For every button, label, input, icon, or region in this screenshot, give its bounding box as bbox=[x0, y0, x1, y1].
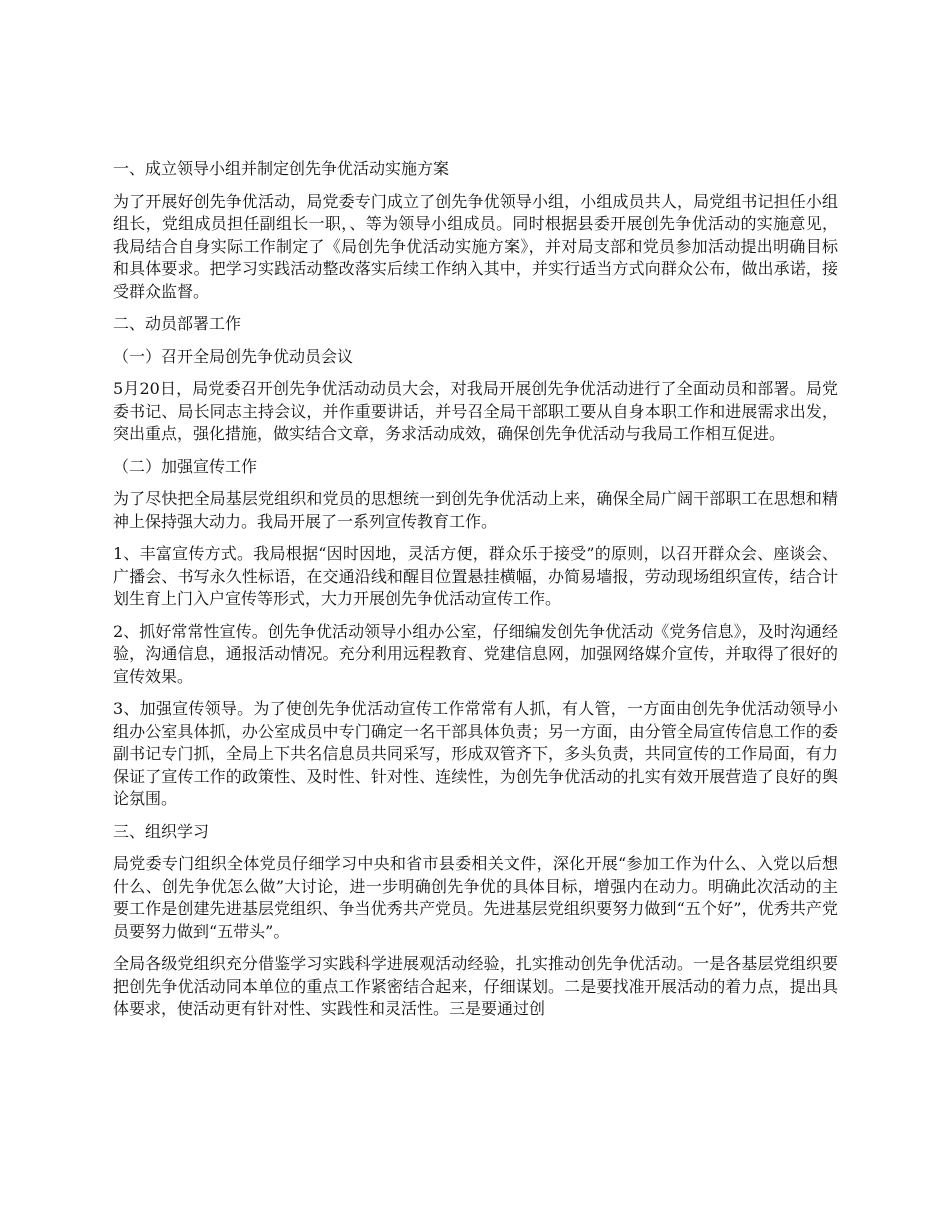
paragraph-6: 3、加强宣传领导。为了使创先争优活动宣传工作常常有人抓，有人管，一方面由创先争优活动领导小组办公室具体抓，办公室成员中专门确定一名干部具体负责；另一方面，由分管全局宣传信息工作的委副书记专门抓，全局上下共名信息员共同采写，形成双管齐下，多头负责，共同宣传的工作局面，有力保证了宣传工作的政策性、及时性、针对性、连续性，为创先争优活动的扎实有效开展营造了良好的舆论氛围。 bbox=[113, 699, 838, 808]
subsection-heading-1: （一）召开全局创先争优动员会议 bbox=[113, 346, 354, 366]
paragraph-4: 1、丰富宣传方式。我局根据“因时因地，灵活方便，群众乐于接受”的原则，以召开群众会、座谈会、广播会、书写永久性标语，在交通沿线和醒目位置悬挂横幅，办简易墙报，劳动现场组织宣传，结合计划生育上门入户宣传等形式，大力开展创先争优活动宣传工作。 bbox=[113, 544, 838, 608]
document-body bbox=[113, 158, 838, 1031]
section-heading-1: 一、成立领导小组并制定创先争优活动实施方案 bbox=[113, 159, 450, 178]
section-heading-3: 三、组织学习 bbox=[113, 821, 210, 841]
paragraph-3: 为了尽快把全局基层党组织和党员的思想统一到创先争优活动上来，确保全局广阔干部职工在思想和精神上保持强大动力。我局开展了一系列宣传教育工作。 bbox=[113, 489, 838, 531]
paragraph-8: 全局各级党组织充分借鉴学习实践科学进展观活动经验，扎实推动创先争优活动。一是各基层党组织要把创先争优活动同本单位的重点工作紧密结合起来，仔细谋划。二是要找准开展活动的着力点，提出具体要求，使活动更有针对性、实践性和灵活性。三是要通过创 bbox=[113, 954, 838, 1018]
paragraph-5: 2、抓好常常性宣传。创先争优活动领导小组办公室，仔细编发创先争优活动《党务信息》，及时沟通经验，沟通信息，通报活动情况。充分利用远程教育、党建信息网，加强网络媒介宣传，并取得了很好的宣传效果。 bbox=[113, 621, 838, 686]
subsection-heading-2: （二）加强宣传工作 bbox=[113, 456, 258, 476]
section-heading-2: 二、动员部署工作 bbox=[113, 314, 242, 333]
paragraph-2: 5月20日，局党委召开创先争优活动动员大会，对我局开展创先争优活动进行了全面动员和部署。局党委书记、局长同志主持会议，并作重要讲话，并号召全局干部职工要从自身本职工作和进展需求出发，突出重点，强化措施，做实结合文章，务求活动成效，确保创先争优活动与我局工作相互促进。 bbox=[113, 379, 838, 443]
paragraph-1: 为了开展好创先争优活动，局党委专门成立了创先争优领导小组，小组成员共人，局党组书记担任小组组长，党组成员担任副组长一职，、等为领导小组成员。同时根据县委开展创先争优活动的实施意见，我局结合自身实际工作制定了《局创先争优活动实施方案》，并对局支部和党员参加活动提出明确目标和具体要求。把学习实践活动整改落实后续工作纳入其中，并实行适当方式向群众公布，做出承诺，接受群众监督。 bbox=[113, 191, 838, 301]
paragraph-7: 局党委专门组织全体党员仔细学习中央和省市县委相关文件，深化开展“参加工作为什么、入党以后想什么、创先争优怎么做”大讨论，进一步明确创先争优的具体目标，增强内在动力。明确此次活动的主要工作是创建先进基层党组织、争当优秀共产党员。先进基层党组织要努力做到“五个好”，优秀共产党员要努力做到“五带头”。 bbox=[113, 854, 838, 941]
